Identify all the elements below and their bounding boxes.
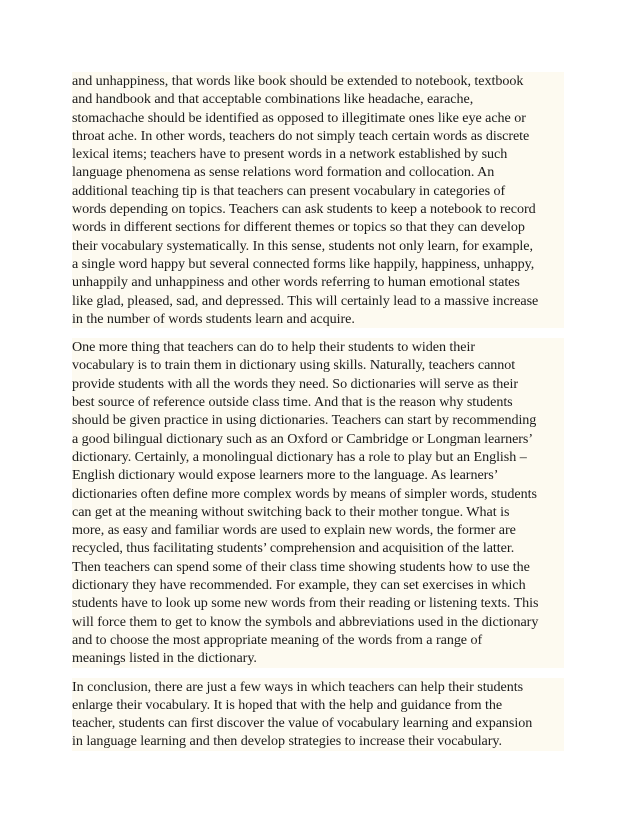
- text-line: English dictionary would expose learners more to the language. As learners’: [72, 467, 499, 484]
- text-line: and unhappiness, that words like book should be extended to notebook, textbook: [72, 73, 524, 89]
- text-line: dictionary. Certainly, a monolingual dictionary has a role to play but an English –: [72, 448, 527, 465]
- text-line: words depending on topics. Teachers can ask students to keep a notebook to record: [72, 201, 536, 218]
- text-line: recycled, thus facilitating students’ comprehension and acquisition of the latter.: [72, 540, 515, 557]
- paragraph-2: [72, 338, 564, 667]
- text-line: Then teachers can spend some of their class time showing students how to use the: [72, 558, 530, 575]
- text-line: additional teaching tip is that teachers can present vocabulary in categories of: [72, 182, 506, 199]
- text-line: in the number of words students learn and acquire.: [72, 310, 355, 327]
- text-line: students have to look up some new words from their reading or listening texts. This: [72, 595, 539, 612]
- text-line: more, as easy and familiar words are used to explain new words, the former are: [72, 522, 516, 539]
- text-line: stomachache should be identified as opposed to illegitimate ones like eye ache or: [72, 109, 526, 126]
- text-line: should be given practice in using dictionaries. Teachers can start by recommending: [72, 412, 537, 429]
- text-line: teacher, students can first discover the value of vocabulary learning and expansion: [72, 715, 533, 732]
- text-line: throat ache. In other words, teachers do not simply teach certain words as discrete: [72, 127, 530, 144]
- text-line: a good bilingual dictionary such as an Oxford or Cambridge or Longman learners’: [72, 430, 534, 447]
- text-line: enlarge their vocabulary. It is hoped that with the help and guidance from the: [72, 696, 503, 713]
- text-line: provide students with all the words they need. So dictionaries will serve as their: [72, 375, 519, 392]
- text-line: unhappily and unhappiness and other words referring to human emotional states: [72, 274, 520, 291]
- text-line: lexical items; teachers have to present words in a network established by such: [72, 146, 508, 163]
- paragraph-spacer: [72, 668, 564, 678]
- text-line: and handbook and that acceptable combinations like headache, earache,: [72, 91, 474, 108]
- text-line: will force them to get to know the symbols and abbreviations used in the dictionary: [72, 613, 539, 630]
- text-line: best source of reference outside class time. And that is the reason why students: [72, 394, 513, 411]
- text-line: can get at the meaning without switching back to their mother tongue. What is: [72, 503, 510, 520]
- text-line: and to choose the most appropriate meaning of the words from a range of: [72, 631, 483, 648]
- paragraph-1: [72, 72, 564, 328]
- text-line: vocabulary is to train them in dictionary using skills. Naturally, teachers cannot: [72, 357, 516, 374]
- document-body: [72, 72, 564, 751]
- text-line: language phenomena as sense relations word formation and collocation. An: [72, 164, 495, 181]
- text-line: a single word happy but several connected forms like happily, happiness, unhappy,: [72, 255, 535, 272]
- text-line: words in different sections for different themes or topics so that they can develop: [72, 219, 525, 236]
- paragraph-spacer: [72, 328, 564, 338]
- text-line: in language learning and then develop strategies to increase their vocabulary.: [72, 733, 502, 750]
- text-line: In conclusion, there are just a few ways in which teachers can help their students: [72, 678, 524, 695]
- text-line: their vocabulary systematically. In this sense, students not only learn, for example,: [72, 237, 533, 254]
- text-line: One more thing that teachers can do to help their students to widen their: [72, 339, 475, 356]
- text-line: like glad, pleased, sad, and depressed. This will certainly lead to a massive increase: [72, 292, 539, 309]
- paragraph-3: [72, 678, 564, 751]
- text-line: dictionaries often define more complex words by means of simpler words, students: [72, 485, 537, 502]
- text-line: dictionary they have recommended. For example, they can set exercises in which: [72, 577, 526, 594]
- text-line: meanings listed in the dictionary.: [72, 650, 257, 667]
